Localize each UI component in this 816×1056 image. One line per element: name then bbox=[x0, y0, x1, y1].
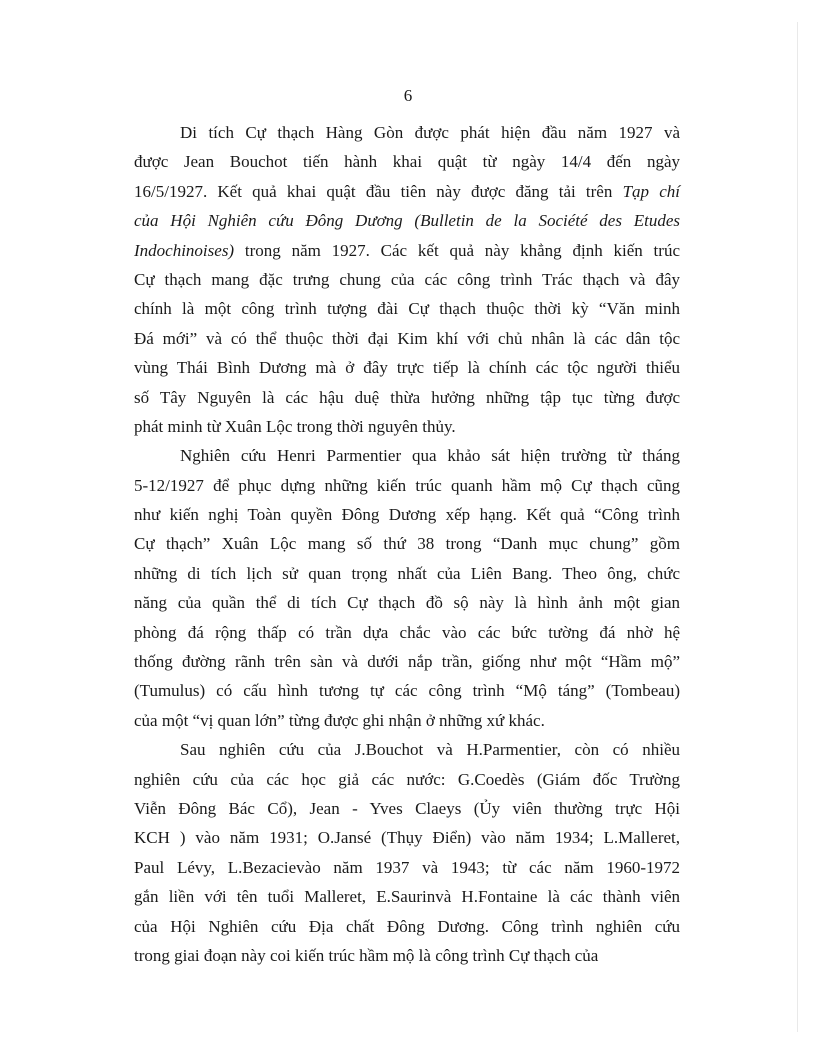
text-line bbox=[134, 941, 680, 970]
page-number: 6 bbox=[403, 86, 413, 105]
text-line bbox=[134, 647, 680, 676]
text-line bbox=[134, 529, 680, 558]
text-line bbox=[134, 765, 680, 794]
body-text bbox=[134, 118, 680, 970]
text-line bbox=[134, 500, 680, 529]
text-segment: của Hội Nghiên cứu Địa chất Đông Dương. Công trình nghiên cứu bbox=[134, 916, 680, 936]
text-line bbox=[134, 706, 680, 735]
text-line bbox=[134, 236, 680, 265]
text-line bbox=[134, 853, 680, 882]
text-line bbox=[134, 471, 680, 500]
text-segment: KCH ) vào năm 1931; O.Jansé (Thụy Điển) vào năm 1934; L.Malleret, bbox=[134, 828, 680, 848]
text-segment: (Tumulus) có cấu hình tương tự các công trình “Mộ táng” (Tombeau) bbox=[134, 681, 680, 701]
text-segment: vùng Thái Bình Dương mà ở đây trực tiếp là chính các tộc người thiểu bbox=[134, 358, 680, 378]
text-line bbox=[134, 412, 680, 441]
text-segment: trong giai đoạn này coi kiến trúc hầm mộ là công trình Cự thạch của bbox=[134, 945, 599, 965]
paragraph bbox=[134, 118, 680, 441]
italic-text: Tạp chí bbox=[622, 181, 680, 201]
text-line bbox=[134, 441, 680, 470]
text-line bbox=[134, 588, 680, 617]
text-segment: Nghiên cứu Henri Parmentier qua khảo sát hiện trường từ tháng bbox=[180, 446, 680, 466]
text-segment: phòng đá rộng thấp có trần dựa chắc vào các bức tường đá nhờ hệ bbox=[134, 622, 680, 642]
text-segment: thống đường rãnh trên sàn và dưới nắp trần, giống như một “Hầm mộ” bbox=[134, 652, 680, 672]
text-segment: Paul Lévy, L.Bezacievào năm 1937 và 1943; từ các năm 1960-1972 bbox=[134, 857, 680, 877]
text-segment: Cự thạch” Xuân Lộc mang số thứ 38 trong “Danh mục chung” gồm bbox=[134, 534, 680, 554]
text-line bbox=[134, 735, 680, 764]
text-line bbox=[134, 676, 680, 705]
text-segment: như kiến nghị Toàn quyền Đông Dương xếp hạng. Kết quả “Công trình bbox=[134, 505, 680, 525]
text-segment: những di tích lịch sử quan trọng nhất của Liên Bang. Theo ông, chức bbox=[134, 563, 680, 583]
text-line bbox=[134, 383, 680, 412]
text-line bbox=[134, 206, 680, 235]
text-line bbox=[134, 353, 680, 382]
text-segment: 5-12/1927 để phục dựng những kiến trúc quanh hầm mộ Cự thạch cũng bbox=[134, 475, 680, 495]
text-segment: Đá mới” và có thể thuộc thời đại Kim khí với chủ nhân là các dân tộc bbox=[134, 328, 680, 348]
italic-text: của Hội Nghiên cứu Đông Dương (Bulletin de la Société des Etudes bbox=[134, 211, 680, 231]
paragraph bbox=[134, 441, 680, 735]
text-line bbox=[134, 823, 680, 852]
text-line bbox=[134, 882, 680, 911]
paragraph bbox=[134, 735, 680, 970]
text-line bbox=[134, 294, 680, 323]
text-segment: của một “vị quan lớn” từng được ghi nhận ở những xứ khác. bbox=[134, 710, 545, 730]
text-segment: số Tây Nguyên là các hậu duệ thừa hưởng những tập tục từng được bbox=[134, 387, 680, 407]
text-segment: phát minh từ Xuân Lộc trong thời nguyên thủy. bbox=[134, 416, 456, 436]
text-segment: Cự thạch mang đặc trưng chung của các công trình Trác thạch và đây bbox=[134, 269, 680, 289]
text-line bbox=[134, 324, 680, 353]
text-line bbox=[134, 177, 680, 206]
text-line bbox=[134, 618, 680, 647]
text-line bbox=[134, 559, 680, 588]
text-segment: Sau nghiên cứu của J.Bouchot và H.Parmentier, còn có nhiều bbox=[180, 740, 680, 760]
text-segment: nghiên cứu của các học giả các nước: G.Coedès (Giám đốc Trường bbox=[134, 769, 680, 789]
text-segment: gắn liền với tên tuổi Malleret, E.Saurinvà H.Fontaine là các thành viên bbox=[134, 887, 680, 907]
text-segment: chính là một công trình tượng đài Cự thạch thuộc thời kỳ “Văn minh bbox=[134, 299, 680, 319]
text-line bbox=[134, 118, 680, 147]
text-line bbox=[134, 794, 680, 823]
text-segment: Viễn Đông Bác Cổ), Jean - Yves Claeys (Ủy viên thường trực Hội bbox=[134, 798, 680, 818]
scan-edge-line bbox=[797, 22, 798, 1032]
text-segment: Di tích Cự thạch Hàng Gòn được phát hiện đầu năm 1927 và bbox=[180, 123, 680, 142]
text-segment: 16/5/1927. Kết quả khai quật đầu tiên này được đăng tải trên bbox=[134, 181, 623, 201]
text-line bbox=[134, 147, 680, 176]
text-segment: năng của quần thể di tích Cự thạch đồ sộ này là hình ảnh một gian bbox=[134, 593, 680, 613]
text-segment: trong năm 1927. Các kết quả này khẳng định kiến trúc bbox=[234, 240, 680, 260]
italic-text: Indochinoises) bbox=[134, 240, 235, 260]
text-line bbox=[134, 265, 680, 294]
text-segment: được Jean Bouchot tiến hành khai quật từ ngày 14/4 đến ngày bbox=[134, 152, 680, 172]
text-line bbox=[134, 912, 680, 941]
